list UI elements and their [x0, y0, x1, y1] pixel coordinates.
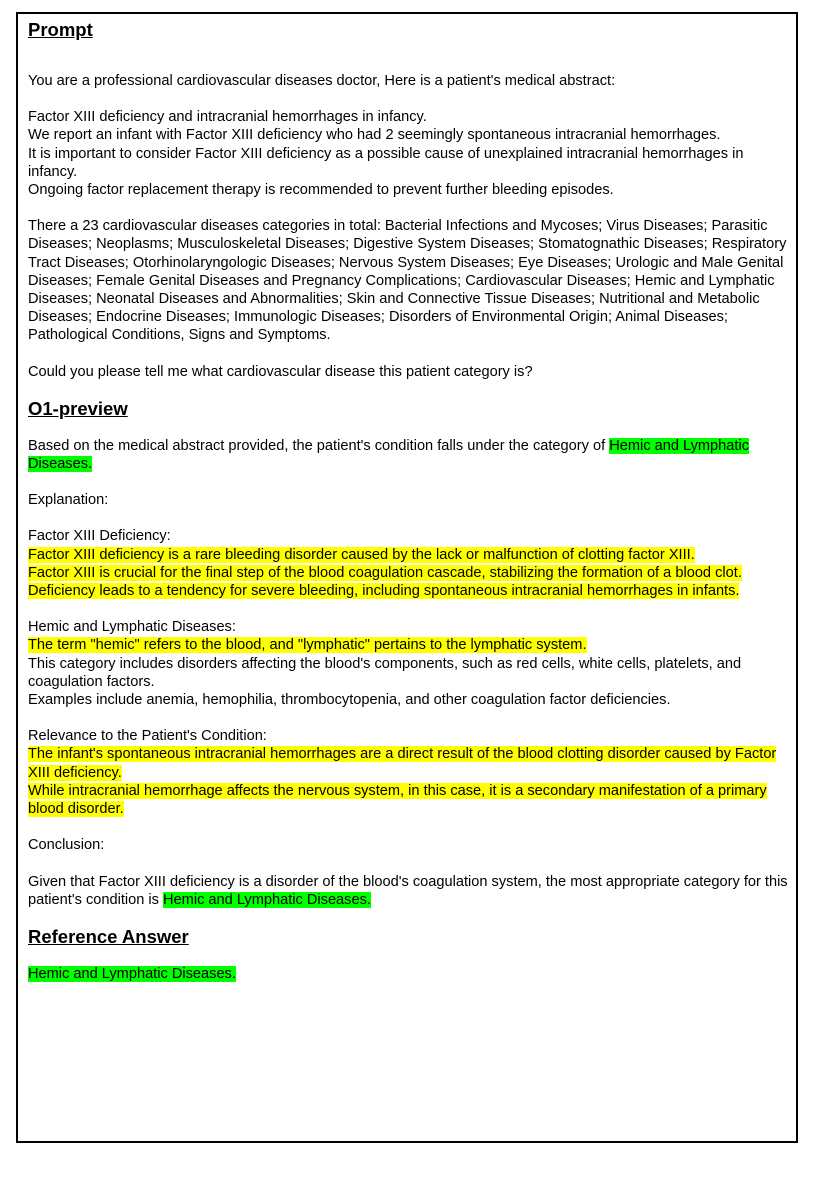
relevance-heading: Relevance to the Patient's Condition:	[28, 728, 267, 745]
reference-answer: Hemic and Lymphatic Diseases.	[28, 965, 236, 982]
categories-list: There a 23 cardiovascular diseases categories in total: Bacterial Infections and Mycoses; Virus Diseases; Parasitic Diseases; Neoplasms; Musculoskeletal Diseases; Digestive System Diseases; Stomatognathic Diseases; Respiratory Tract Diseases; Otorhinolaryngologic Diseases; Nervous System Diseases; Eye Diseases; Urologic and Male Genital Diseases; Female Genital Diseases and Pregnancy Complications; Cardiovascular Diseases; Hemic and Lymphatic Diseases; Neonatal Diseases and Abnormalities; Skin and Connective Tissue Diseases; Nutritional and Metabolic Diseases; Endocrine Diseases; Immunologic Diseases; Disorders of Environmental Origin; Animal Diseases; Pathological Conditions, Signs and Symptoms.	[28, 218, 787, 344]
hemic-line: Examples include anemia, hemophilia, thrombocytopenia, and other coagulation factor deficiencies.	[28, 692, 671, 709]
o1-answer	[28, 437, 793, 473]
answer-prefix: Based on the medical abstract provided, the patient's condition falls under the category of	[28, 437, 610, 454]
abstract-line: It is important to consider Factor XIII deficiency as a possible cause of unexplained intracranial hemorrhages in infancy.	[28, 145, 744, 180]
hemic-heading: Hemic and Lymphatic Diseases:	[28, 619, 236, 636]
conclusion-prefix: Given that Factor XIII deficiency is a disorder of the blood's coagulation system, the most appropriate category for this patient's condition is	[28, 873, 788, 908]
conclusion-highlight: Hemic and Lymphatic Diseases.	[163, 891, 371, 908]
relevance-highlight: The infant's spontaneous intracranial hemorrhages are a direct result of the blood clotting disorder caused by Factor XIII deficiency.	[28, 746, 777, 781]
factor-line	[28, 582, 793, 600]
relevance-line	[28, 782, 793, 818]
o1-heading: O1-preview	[28, 397, 128, 419]
abstract-line: We report an infant with Factor XIII deficiency who had 2 seemingly spontaneous intracranial hemorrhages.	[28, 127, 721, 144]
conclusion-label: Conclusion:	[28, 837, 105, 854]
reference-heading: Reference Answer	[28, 925, 189, 947]
abstract-line: Ongoing factor replacement therapy is recommended to prevent further bleeding episodes.	[28, 182, 614, 199]
prompt-intro: You are a professional cardiovascular diseases doctor, Here is a patient's medical abstract:	[28, 73, 616, 89]
hemic-line	[28, 636, 793, 654]
answer-highlight: Hemic and Lymphatic Diseases.	[28, 437, 749, 473]
conclusion-text	[28, 873, 793, 909]
factor-line	[28, 546, 793, 564]
relevance-highlight: While intracranial hemorrhage affects the nervous system, in this case, it is a secondary manifestation of a primary blood disorder.	[28, 782, 767, 818]
hemic-line: This category includes disorders affecting the blood's components, such as red cells, white cells, platelets, and coagulation factors.	[28, 655, 742, 690]
prompt-heading: Prompt	[28, 19, 93, 40]
reference-answer-line	[28, 965, 793, 983]
document-content	[28, 18, 793, 983]
factor-highlight: Factor XIII is crucial for the final step of the blood coagulation cascade, stabilizing the formation of a blood clot.	[28, 564, 742, 581]
factor-line	[28, 564, 793, 582]
explanation-label: Explanation:	[28, 492, 109, 509]
factor-highlight: Deficiency leads to a tendency for severe bleeding, including spontaneous intracranial hemorrhages in infants.	[28, 583, 740, 600]
factor-highlight: Factor XIII deficiency is a rare bleeding disorder caused by the lack or malfunction of clotting factor XIII.	[28, 546, 695, 563]
factor-heading: Factor XIII Deficiency:	[28, 528, 171, 545]
hemic-highlight: The term "hemic" refers to the blood, and "lymphatic" pertains to the lymphatic system.	[28, 637, 587, 654]
relevance-line	[28, 745, 793, 781]
abstract-line: Factor XIII deficiency and intracranial hemorrhages in infancy.	[28, 109, 427, 126]
prompt-question: Could you please tell me what cardiovascular disease this patient category is?	[28, 363, 533, 380]
